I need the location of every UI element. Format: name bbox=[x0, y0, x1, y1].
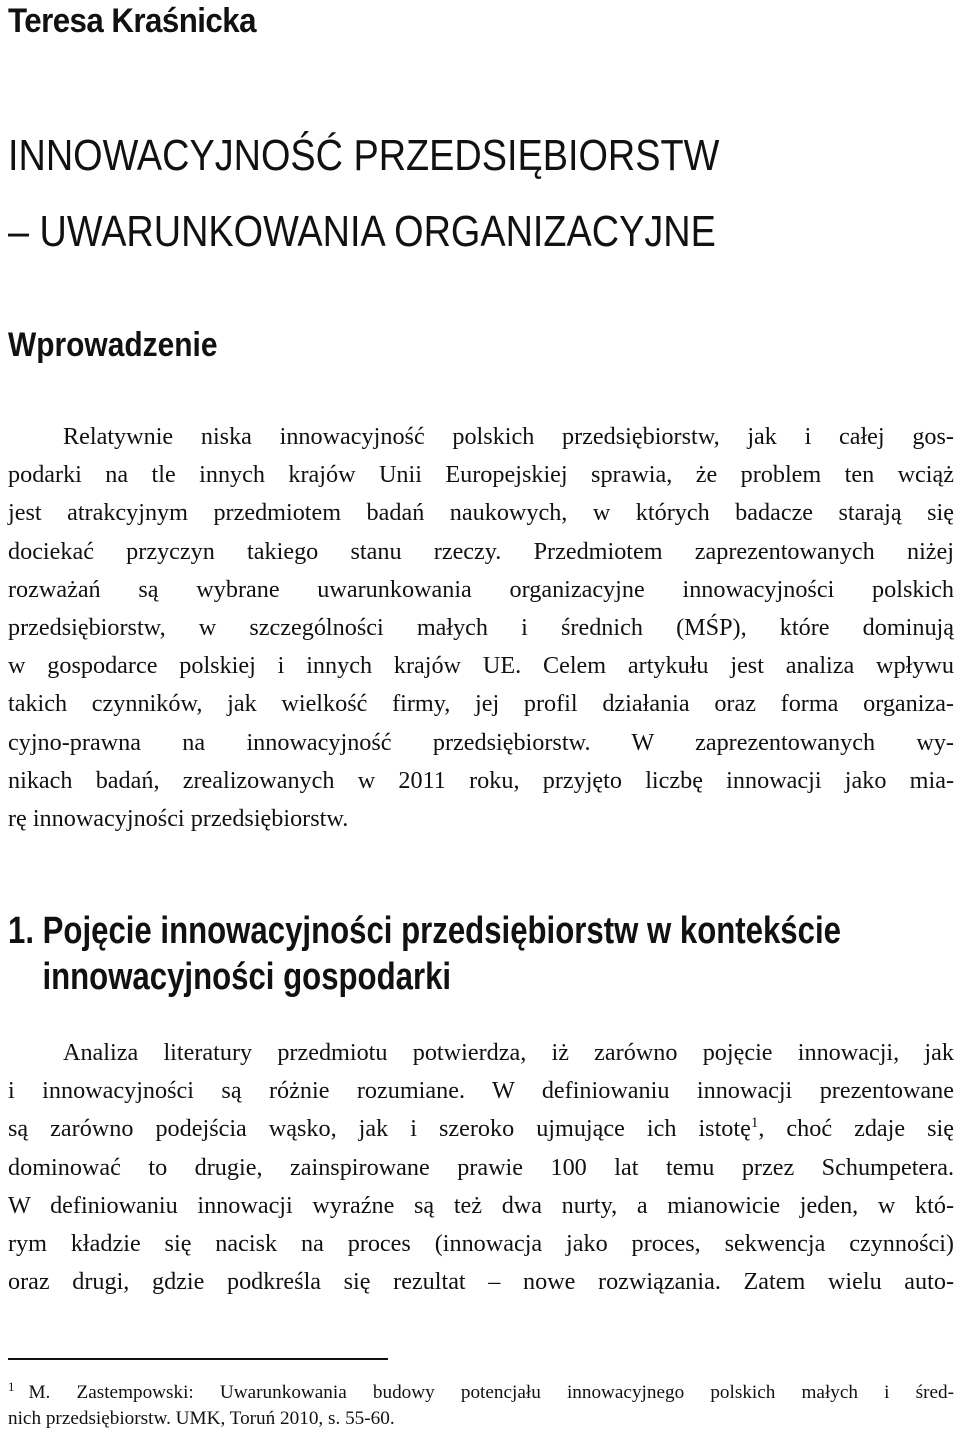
paragraph-line-text: , choć zdaje się bbox=[758, 1115, 954, 1143]
author-name: Teresa Kraśnicka bbox=[8, 2, 256, 40]
paragraph-line: dominować to drugie, zainspirowane prawie 100 lat temu przez Schumpetera. bbox=[8, 1153, 954, 1181]
paragraph-line: Relatywnie niska innowacyjność polskich przedsiębiorstw, jak i całej gos- bbox=[63, 423, 954, 450]
footnote-text: M. Zastempowski: Uwarunkowania budowy potencjału innowacyjnego polskich małych i śred- bbox=[28, 1382, 954, 1403]
footnote-line bbox=[8, 1374, 954, 1406]
paragraph-line: i innowacyjności są różnie rozumiane. W definiowaniu innowacji prezentowane bbox=[8, 1077, 954, 1105]
article-title-line-1: INNOWACYJNOŚĆ PRZEDSIĘBIORSTW bbox=[8, 131, 720, 180]
section-1-heading bbox=[8, 908, 841, 1000]
footnote-mark: 1 bbox=[8, 1379, 15, 1394]
paragraph-line: Analiza literatury przedmiotu potwierdza, iż zarówno pojęcie innowacji, jak bbox=[63, 1039, 954, 1066]
paragraph-line: W definiowaniu innowacji wyraźne są też dwa nurty, a mianowicie jeden, w któ- bbox=[8, 1191, 954, 1219]
paragraph-line: rę innowacyjności przedsiębiorstw. bbox=[8, 804, 349, 832]
paragraph-line-text: są zarówno podejścia wąsko, jak i szeroko ujmujące ich istotę bbox=[8, 1115, 751, 1143]
section-1-heading-line-1: 1. Pojęcie innowacyjności przedsiębiorstw w kontekście bbox=[8, 910, 841, 952]
paragraph-line: nikach badań, zrealizowanych w 2011 roku, przyjęto liczbę innowacji jako mia- bbox=[8, 766, 954, 794]
footnote-reference[interactable]: 1 bbox=[750, 1115, 759, 1132]
footnote-divider bbox=[8, 1358, 388, 1360]
paragraph-line: jest atrakcyjnym przedmiotem badań naukowych, w których badacze starają się bbox=[8, 499, 954, 527]
paragraph-line bbox=[8, 1110, 954, 1148]
section-1-heading-line-2: innowacyjności gospodarki bbox=[42, 956, 452, 998]
paragraph-line: rym kładzie się nacisk na proces (innowacja jako proces, sekwencja czynności) bbox=[8, 1229, 954, 1257]
paragraph-line: takich czynników, jak wielkość firmy, jej profil działania oraz forma organiza- bbox=[8, 690, 954, 718]
footnote bbox=[8, 1374, 954, 1432]
paragraph-line: oraz drugi, gdzie podkreśla się rezultat – nowe rozwiązania. Zatem wielu auto- bbox=[8, 1268, 954, 1296]
section-1-paragraph bbox=[8, 1034, 954, 1301]
intro-paragraph bbox=[8, 418, 954, 838]
paragraph-line: przedsiębiorstw, w szczególności małych i średnich (MŚP), które dominują bbox=[8, 613, 954, 641]
intro-heading: Wprowadzenie bbox=[8, 326, 218, 364]
footnote-line: nich przedsiębiorstw. UMK, Toruń 2010, s. 55-60. bbox=[8, 1408, 395, 1429]
paragraph-line: rozważań są wybrane uwarunkowania organizacyjne innowacyjności polskich bbox=[8, 575, 954, 603]
paragraph-line: cyjno-prawna na innowacyjność przedsiębiorstw. W zaprezentowanych wy- bbox=[8, 728, 954, 756]
article-title bbox=[8, 118, 719, 270]
article-title-line-2: – UWARUNKOWANIA ORGANIZACYJNE bbox=[8, 207, 716, 256]
paragraph-line: dociekać przyczyn takiego stanu rzeczy. Przedmiotem zaprezentowanych niżej bbox=[8, 537, 954, 565]
paragraph-line: w gospodarce polskiej i innych krajów UE. Celem artykułu jest analiza wpływu bbox=[8, 652, 954, 680]
paragraph-line: podarki na tle innych krajów Unii Europejskiej sprawia, że problem ten wciąż bbox=[8, 461, 954, 489]
